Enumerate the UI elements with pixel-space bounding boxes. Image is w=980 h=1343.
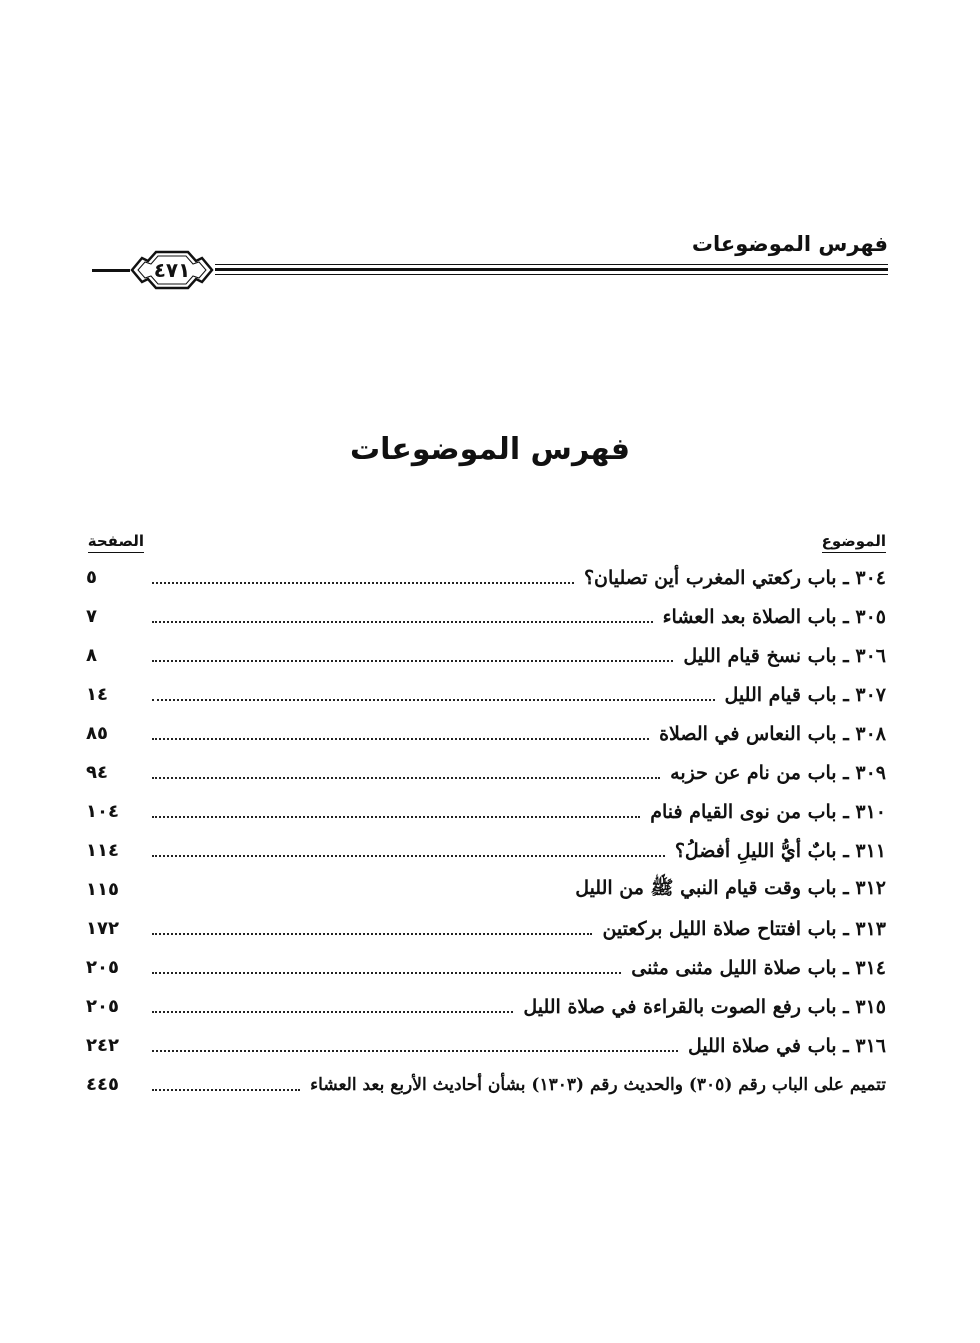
toc-entry-page: ٢٤٢ (86, 1035, 119, 1056)
leader-dots (152, 621, 653, 623)
toc-entry-title: ٣٠٩ ـ باب من نام عن حزبه (670, 761, 886, 784)
leader-dots (152, 1050, 678, 1052)
toc-entry[interactable] (0, 1065, 980, 1104)
toc-entry[interactable] (0, 714, 980, 753)
toc-entry[interactable] (0, 558, 980, 597)
toc-entry[interactable] (0, 831, 980, 870)
toc-entry[interactable] (0, 675, 980, 714)
leader-dots (152, 972, 621, 974)
toc-entry-page: ٩٤ (86, 762, 108, 783)
leader-dots (152, 816, 640, 818)
leader-dots (152, 1011, 513, 1013)
page-title: فهرس الموضوعات (349, 432, 631, 467)
toc-entry-page: ٢٠٥ (86, 957, 119, 978)
toc-entry-page: ١١٤ (86, 840, 119, 861)
toc-entry[interactable] (0, 1026, 980, 1065)
toc-entry[interactable] (0, 753, 980, 792)
column-header-topic: الموضوع (822, 532, 886, 553)
toc-entry[interactable] (0, 636, 980, 675)
page-number-badge (128, 246, 216, 294)
toc-entry[interactable] (0, 987, 980, 1026)
toc-entry-page: ٢٠٥ (86, 996, 119, 1017)
toc-entry-title: ٣١٦ ـ باب في صلاة الليل (687, 1034, 886, 1057)
toc-entry-title: ٣٠٨ ـ باب النعاس في الصلاة (659, 722, 886, 745)
toc-entry-page: ٤٤٥ (86, 1074, 119, 1095)
toc-entry-title: تتميم على الباب رقم (٣٠٥) والحديث رقم (١٣٠٣) بشأن أحاديث الأربع بعد العشاء (310, 1074, 886, 1095)
toc-entry[interactable] (0, 792, 980, 831)
leader-dots (152, 699, 715, 701)
toc-entry-page: ٥ (86, 567, 97, 588)
toc-entry-title: ٣١٥ ـ باب رفع الصوت بالقراءة في صلاة الليل (523, 995, 886, 1018)
toc-entry-title: ٣١٢ ـ باب وقت قيام النبي ﷺ من الليل (575, 876, 886, 899)
toc-entry-page: ١٤ (86, 684, 108, 705)
toc-entry-title: ٣١٠ ـ باب من نوى القيام فنام (650, 800, 886, 823)
toc-entry-page: ٧ (86, 606, 97, 627)
toc-entry[interactable] (0, 597, 980, 636)
toc-entry-title: ٣٠٧ ـ باب قيام الليل (724, 683, 886, 706)
toc-entry-title: ٣١٤ ـ باب صلاة الليل مثنى مثنى (631, 956, 886, 979)
leader-dots (152, 660, 673, 662)
toc-entry-page: ١٧٢ (86, 918, 119, 939)
toc-entry[interactable] (0, 870, 980, 909)
toc-entry-title: ٣٠٦ ـ باب نسخ قيام الليل (683, 644, 886, 667)
leader-dots (152, 582, 574, 584)
leader-dots (152, 738, 649, 740)
toc-entry-page: ١٠٤ (86, 801, 119, 822)
toc-entry-title: ٣١٣ ـ باب افتتاح صلاة الليل بركعتين (602, 917, 886, 940)
toc-entry[interactable] (0, 909, 980, 948)
leader-dots (152, 855, 665, 857)
leader-dots (152, 777, 660, 779)
header-rule (215, 264, 888, 276)
leader-dots (152, 1089, 300, 1091)
toc-entry-page: ٨٥ (86, 723, 108, 744)
toc-entry-page: ٨ (86, 645, 97, 666)
page-number: ٤٧١ (153, 258, 191, 282)
toc-entry[interactable] (0, 948, 980, 987)
toc-entry-title: ٣٠٤ ـ باب ركعتي المغرب أين تصليان؟ (583, 566, 886, 589)
column-header-page: الصفحة (88, 532, 144, 553)
header-rule-left (92, 269, 130, 272)
leader-dots (152, 933, 592, 935)
toc-entry-title: ٣١١ ـ بابٌ أيُّ الليلِ أفضلُ؟ (674, 839, 886, 862)
running-header-title: فهرس الموضوعات (691, 232, 888, 256)
toc-entry-title: ٣٠٥ ـ باب الصلاة بعد العشاء (662, 605, 886, 628)
toc-entry-page: ١١٥ (86, 879, 119, 900)
